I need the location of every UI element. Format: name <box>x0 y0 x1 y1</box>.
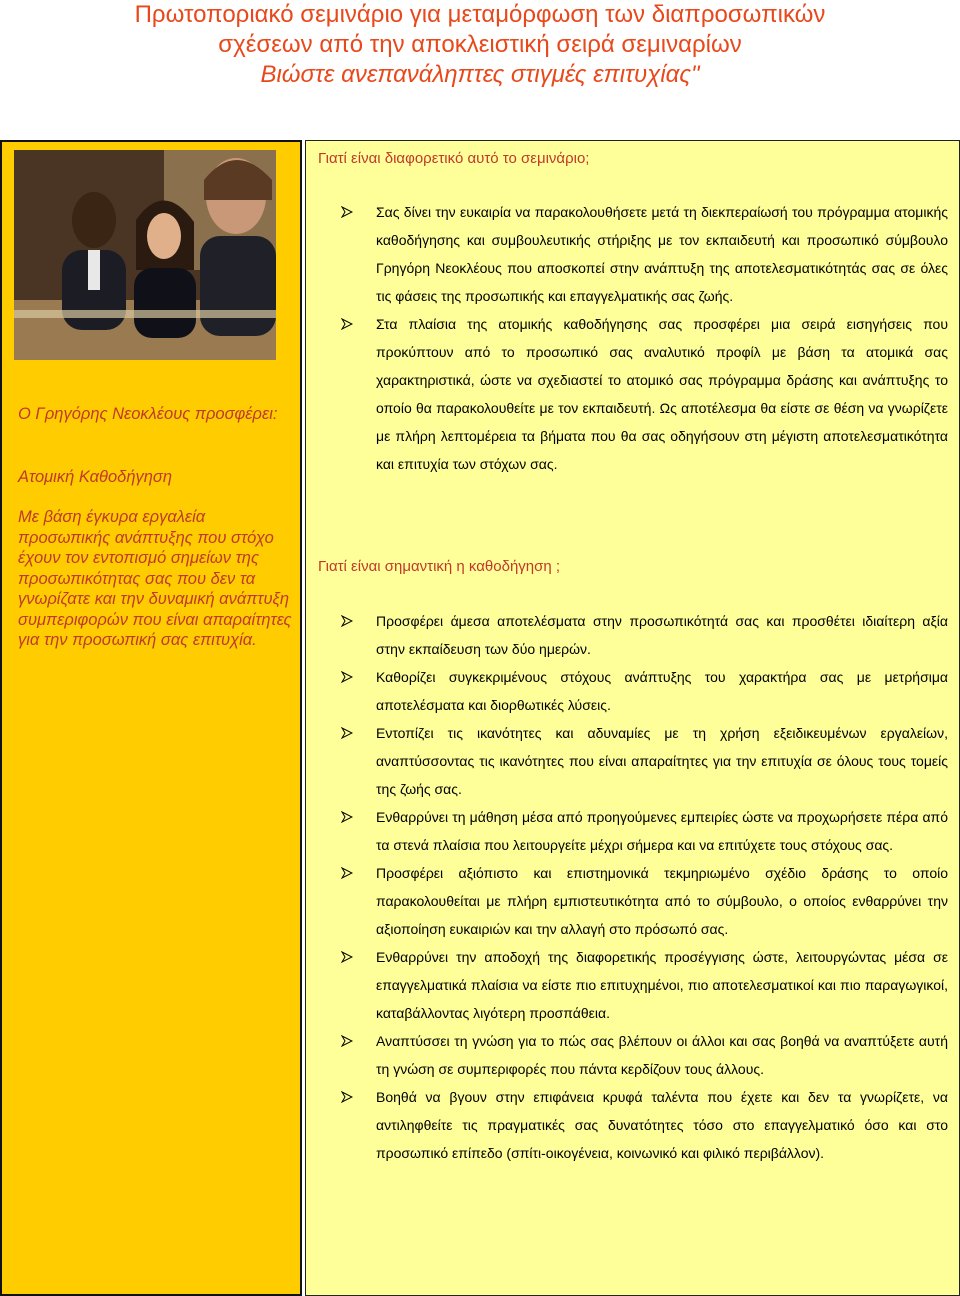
main-panel <box>305 140 960 1296</box>
arrow-bullet-icon <box>341 1035 353 1047</box>
list-item-text: Καθορίζει συγκεκριμένους στόχους ανάπτυξης του χαρακτήρα σας με μετρήσιμα αποτελέσματα και διορθωτικές λύσεις. <box>376 669 948 713</box>
question-heading-1: Γιατί είναι διαφορετικό αυτό το σεμινάριο; <box>318 150 590 167</box>
question-heading-2: Γιατί είναι σημαντική η καθοδήγηση ; <box>318 558 561 575</box>
list-item-text: Στα πλαίσια της ατομικής καθοδήγησης σας προσφέρει μια σειρά εισηγήσεις που προκύπτουν από το προσωπικό σας αναλυτικό προφίλ με βάση τα ατομικά σας χαρακτηριστικά, ώστε να σχεδιαστεί το ατομικό σας πρόγραμμα δράσης και ανάπτυξης το οποίο θα παρακολουθείτε με τον εκπαιδευτή. Ως αποτέλεσμα θα είστε σε θέση να γνωρίζετε με πλήρη λεπτομέρεια τα βήματα που θα σας οδηγήσουν στη μέγιστη αποτελεσματικότητα και επιτυχία των στόχων σας. <box>376 316 948 472</box>
sidebar-service: Ατομική Καθοδήγηση <box>18 467 173 486</box>
list-item <box>341 719 948 803</box>
list-item <box>341 943 948 1027</box>
list-item <box>341 859 948 943</box>
sidebar-panel <box>0 140 302 1296</box>
list-item <box>341 607 948 663</box>
business-people-photo <box>14 150 276 360</box>
arrow-bullet-icon <box>341 318 353 330</box>
list-item <box>341 310 948 478</box>
arrow-bullet-icon <box>341 615 353 627</box>
arrow-bullet-icon <box>341 671 353 683</box>
list-item <box>341 198 948 310</box>
list-item <box>341 663 948 719</box>
list-item-text: Σας δίνει την ευκαιρία να παρακολουθήσετε μετά τη διεκπεραίωσή του πρόγραμμα ατομικής καθοδήγησης και συμβουλευτικής στήριξης με τον εκπαιδευτή και προσωπικό σύμβουλο Γρηγόρη Νεοκλέους που αποσκοπεί στην ανάπτυξη της αποτελεσματικότητάς σας σε όλες τις φάσεις της προσωπικής και επαγγελματικής σας ζωής. <box>376 204 948 304</box>
list-item <box>341 1027 948 1083</box>
list-item-text: Εντοπίζει τις ικανότητες και αδυναμίες με τη χρήση εξειδικευμένων εργαλείων, αναπτύσσοντας τις ικανότητες που είναι απαραίτητες για την επιτυχία σε όλους τους τομείς της ζωής σας. <box>376 725 948 797</box>
sidebar-description: Με βάση έγκυρα εργαλεία προσωπικής ανάπτυξης που στόχο έχουν τον εντοπισμό σημείων της προσωπικότητας σας που δεν τα γνωρίζατε και την δυναμική ανάπτυξη συμπεριφορών που είναι απαραίτητες για την προσωπική σας επιτυχία. <box>18 508 292 649</box>
arrow-bullet-icon <box>341 811 353 823</box>
list-item-text: Ενθαρρύνει τη μάθηση μέσα από προηγούμενες εμπειρίες ώστε να προχωρήσετε πέρα από τα στενά πλαίσια που λειτουργείτε μέχρι σήμερα και να επιτύχετε τους στόχους σας. <box>376 809 948 853</box>
title-line-3: Βιώστε ανεπανάληπτες στιγμές επιτυχίας" <box>260 61 700 88</box>
page-title <box>0 0 960 90</box>
title-line-1: Πρωτοποριακό σεμινάριο για μεταμόρφωση των διαπροσωπικών <box>134 1 826 28</box>
bullet-list-1 <box>341 198 948 478</box>
list-item-text: Βοηθά να βγουν στην επιφάνεια κρυφά ταλέντα που έχετε και δεν τα γνωρίζετε, να αντιληφθείτε τις πραγματικές σας δυνατότητες τόσο στο επαγγελματικό όσο και στο προσωπικό επίπεδο (σπίτι-οικογένεια, κοινωνικό και φιλικό περιβάλλον). <box>376 1089 948 1161</box>
title-line-2: σχέσεων από την αποκλειστική σειρά σεμιναρίων <box>218 31 742 58</box>
list-item-text: Ενθαρρύνει την αποδοχή της διαφορετικής προσέγγισης ώστε, λειτουργώντας μέσα σε επαγγελματικά πλαίσια να είστε πιο επιτυχημένοι, πιο αποτελεσματικοί και πιο παραγωγικοί, καταβάλλοντας λιγότερη προσπάθεια. <box>376 949 948 1021</box>
sidebar-text <box>18 404 300 651</box>
list-item <box>341 803 948 859</box>
sidebar-intro: Ο Γρηγόρης Νεοκλέους προσφέρει: <box>18 405 278 423</box>
arrow-bullet-icon <box>341 1091 353 1103</box>
list-item-text: Αναπτύσσει τη γνώση για το πώς σας βλέπουν οι άλλοι και σας βοηθά να αναπτύξετε αυτή τη γνώση σε συμπεριφορές που πάντα κερδίζουν τους άλλους. <box>376 1033 948 1077</box>
arrow-bullet-icon <box>341 867 353 879</box>
arrow-bullet-icon <box>341 206 353 218</box>
list-item-text: Προσφέρει αξιόπιστο και επιστημονικά τεκμηριωμένο σχέδιο δράσης το οποίο παρακολουθείται με πλήρη εμπιστευτικότητα από το σύμβουλο, ο οποίος ενθαρρύνει την αξιοποίηση ευκαιριών και την αλλαγή στο πρόσωπό σας. <box>376 865 948 937</box>
bullet-list-2 <box>341 607 948 1167</box>
arrow-bullet-icon <box>341 951 353 963</box>
list-item-text: Προσφέρει άμεσα αποτελέσματα στην προσωπικότητά σας και προσθέτει ιδιαίτερη αξία στην εκπαίδευση των δύο ημερών. <box>376 613 948 657</box>
list-item <box>341 1083 948 1167</box>
arrow-bullet-icon <box>341 727 353 739</box>
